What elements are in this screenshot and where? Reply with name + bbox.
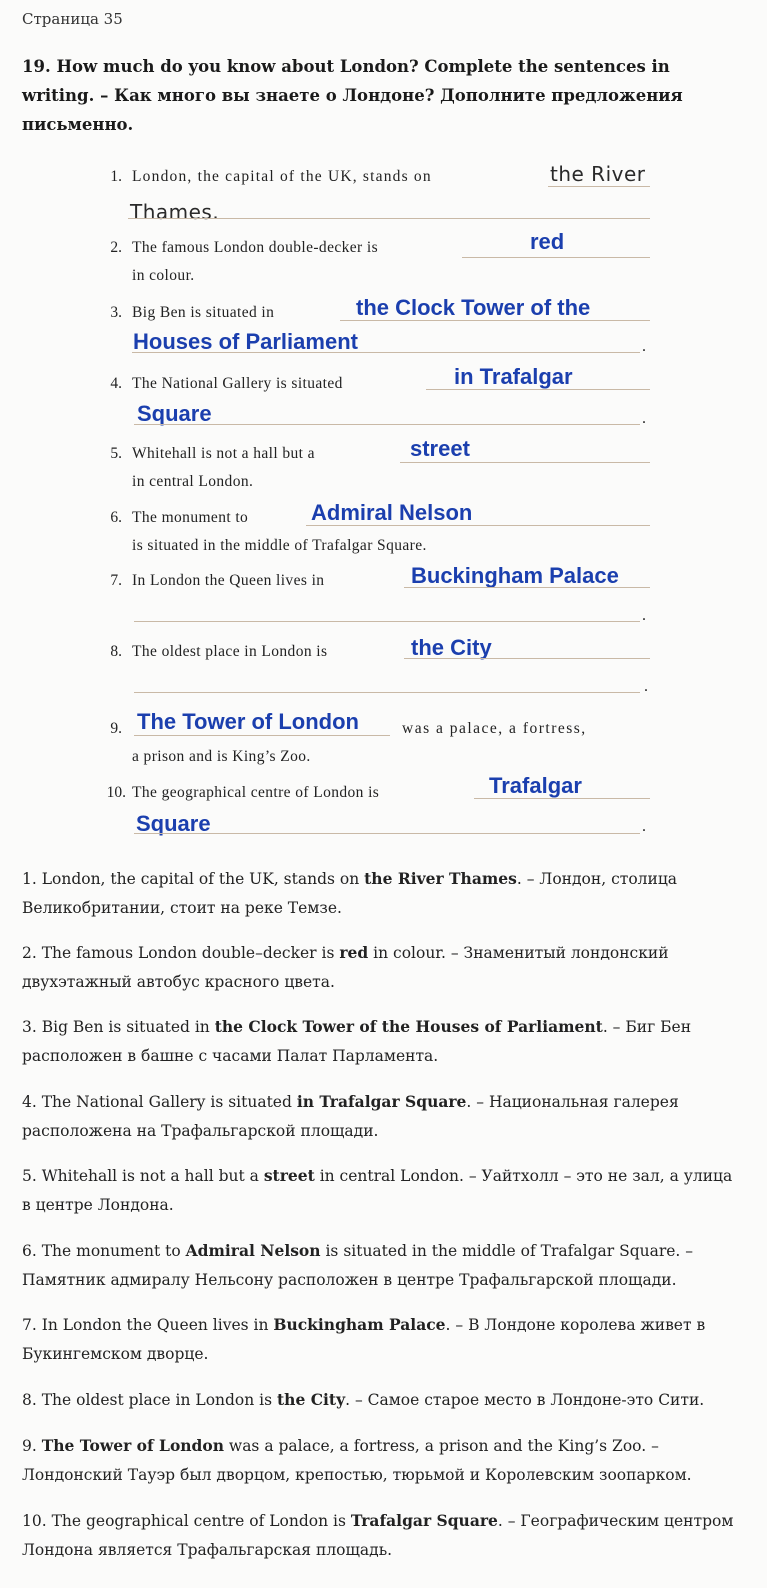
translation-item: 10. The geographical centre of London is Trafalgar Square. – Географическим центром Лондона является Трафальгарская площадь.	[22, 1511, 734, 1559]
answer-text: in Trafalgar	[454, 364, 573, 389]
answer-line	[132, 352, 640, 353]
answer-text: red	[530, 229, 565, 254]
item-number: 2.	[110, 239, 122, 256]
translation-item: 4. The National Gallery is situated in Trafalgar Square. – Национальная галерея расположена на Трафальгарской площади.	[22, 1092, 679, 1140]
item-text: Big Ben is situated in	[132, 304, 275, 321]
handwritten-answer: the River	[550, 162, 646, 186]
answer-line	[474, 798, 650, 799]
answer-line	[306, 525, 650, 526]
item-text: The geographical centre of London is	[132, 784, 380, 801]
answer-line	[128, 218, 650, 219]
item-number: 10.	[106, 784, 126, 801]
item-text: was a palace, a fortress,	[402, 720, 587, 737]
answer-line	[134, 833, 640, 834]
answer-line	[134, 621, 640, 622]
answer-line	[404, 658, 650, 659]
item-number: 8.	[110, 643, 122, 660]
answer-text: Admiral Nelson	[311, 500, 473, 525]
translation-item: 6. The monument to Admiral Nelson is situated in the middle of Trafalgar Square. – Памятник адмиралу Нельсону расположен в центре Трафальгарской площади.	[22, 1241, 694, 1289]
item-number: 9.	[110, 720, 122, 737]
translation-item: 5. Whitehall is not a hall but a street in central London. – Уайтхолл – это не зал, а улица в центре Лондона.	[22, 1166, 733, 1214]
translation-item: 2. The famous London double–decker is red in colour. – Знаменитый лондонский двухэтажный автобус красного цвета.	[22, 943, 669, 991]
item-text: is situated in the middle of Trafalgar Square.	[132, 537, 427, 554]
item-number: 3.	[110, 304, 122, 321]
translation-item: 3. Big Ben is situated in the Clock Tower of the Houses of Parliament. – Биг Бен расположен в башне с часами Палат Парламента.	[22, 1017, 692, 1065]
item-number: 5.	[110, 445, 122, 462]
answer-text: Trafalgar	[489, 773, 582, 798]
item-text: The National Gallery is situated	[132, 375, 343, 392]
item-text: The monument to	[132, 509, 249, 526]
item-number: 1.	[110, 168, 122, 185]
answer-line	[134, 424, 640, 425]
sentence-end: .	[644, 678, 648, 695]
answer-text: the Clock Tower of the	[356, 295, 591, 320]
handwritten-answer: Thames.	[130, 200, 220, 224]
item-text: Whitehall is not a hall but a	[132, 445, 315, 462]
answer-line	[404, 587, 650, 588]
sentence-end: .	[642, 410, 646, 427]
item-text: London, the capital of the UK, stands on	[132, 168, 432, 185]
answer-line	[340, 320, 650, 321]
answer-line	[400, 462, 650, 463]
answer-line	[426, 389, 650, 390]
item-text: The oldest place in London is	[132, 643, 328, 660]
page-label: Страница 35	[22, 10, 123, 28]
answer-line	[134, 735, 390, 736]
translation-item: 9. The Tower of London was a palace, a fortress, a prison and the King’s Zoo. – Лондонский Тауэр был дворцом, крепостью, тюрьмой и Королевским зоопарком.	[22, 1436, 692, 1484]
translation-item: 1. London, the capital of the UK, stands on the River Thames. – Лондон, столица Великобритании, стоит на реке Темзе.	[22, 869, 678, 917]
answer-text: street	[410, 436, 470, 461]
item-text: In London the Queen lives in	[132, 572, 325, 589]
answer-text: Houses of Parliament	[133, 329, 358, 354]
item-text: The famous London double-decker is	[132, 239, 379, 256]
answer-text: The Tower of London	[137, 709, 359, 734]
task-title: 19. How much do you know about London? Complete the sentences in writing. – Как много вы знаете о Лондоне? Дополните предложения письменно.	[22, 57, 683, 134]
item-number: 4.	[110, 375, 122, 392]
sentence-end: .	[642, 338, 646, 355]
answer-text: the City	[411, 635, 492, 660]
sentence-end: .	[642, 818, 646, 835]
answer-text: Square	[136, 811, 211, 836]
sentence-end: .	[642, 607, 646, 624]
answer-text: Square	[137, 401, 212, 426]
translation-item: 8. The oldest place in London is the City. – Самое старое место в Лондоне-это Сити.	[22, 1390, 705, 1409]
translation-item: 7. In London the Queen lives in Buckingham Palace. – В Лондоне королева живет в Букингемском дворце.	[22, 1315, 706, 1363]
answer-line	[548, 186, 650, 187]
answer-line	[134, 692, 640, 693]
item-text: in colour.	[132, 267, 195, 284]
answer-line	[462, 257, 650, 258]
item-text: a prison and is King’s Zoo.	[132, 748, 311, 765]
item-number: 7.	[110, 572, 122, 589]
item-number: 6.	[110, 509, 122, 526]
item-text: in central London.	[132, 473, 254, 490]
workbook-image	[0, 150, 767, 850]
answer-text: Buckingham Palace	[411, 563, 619, 588]
